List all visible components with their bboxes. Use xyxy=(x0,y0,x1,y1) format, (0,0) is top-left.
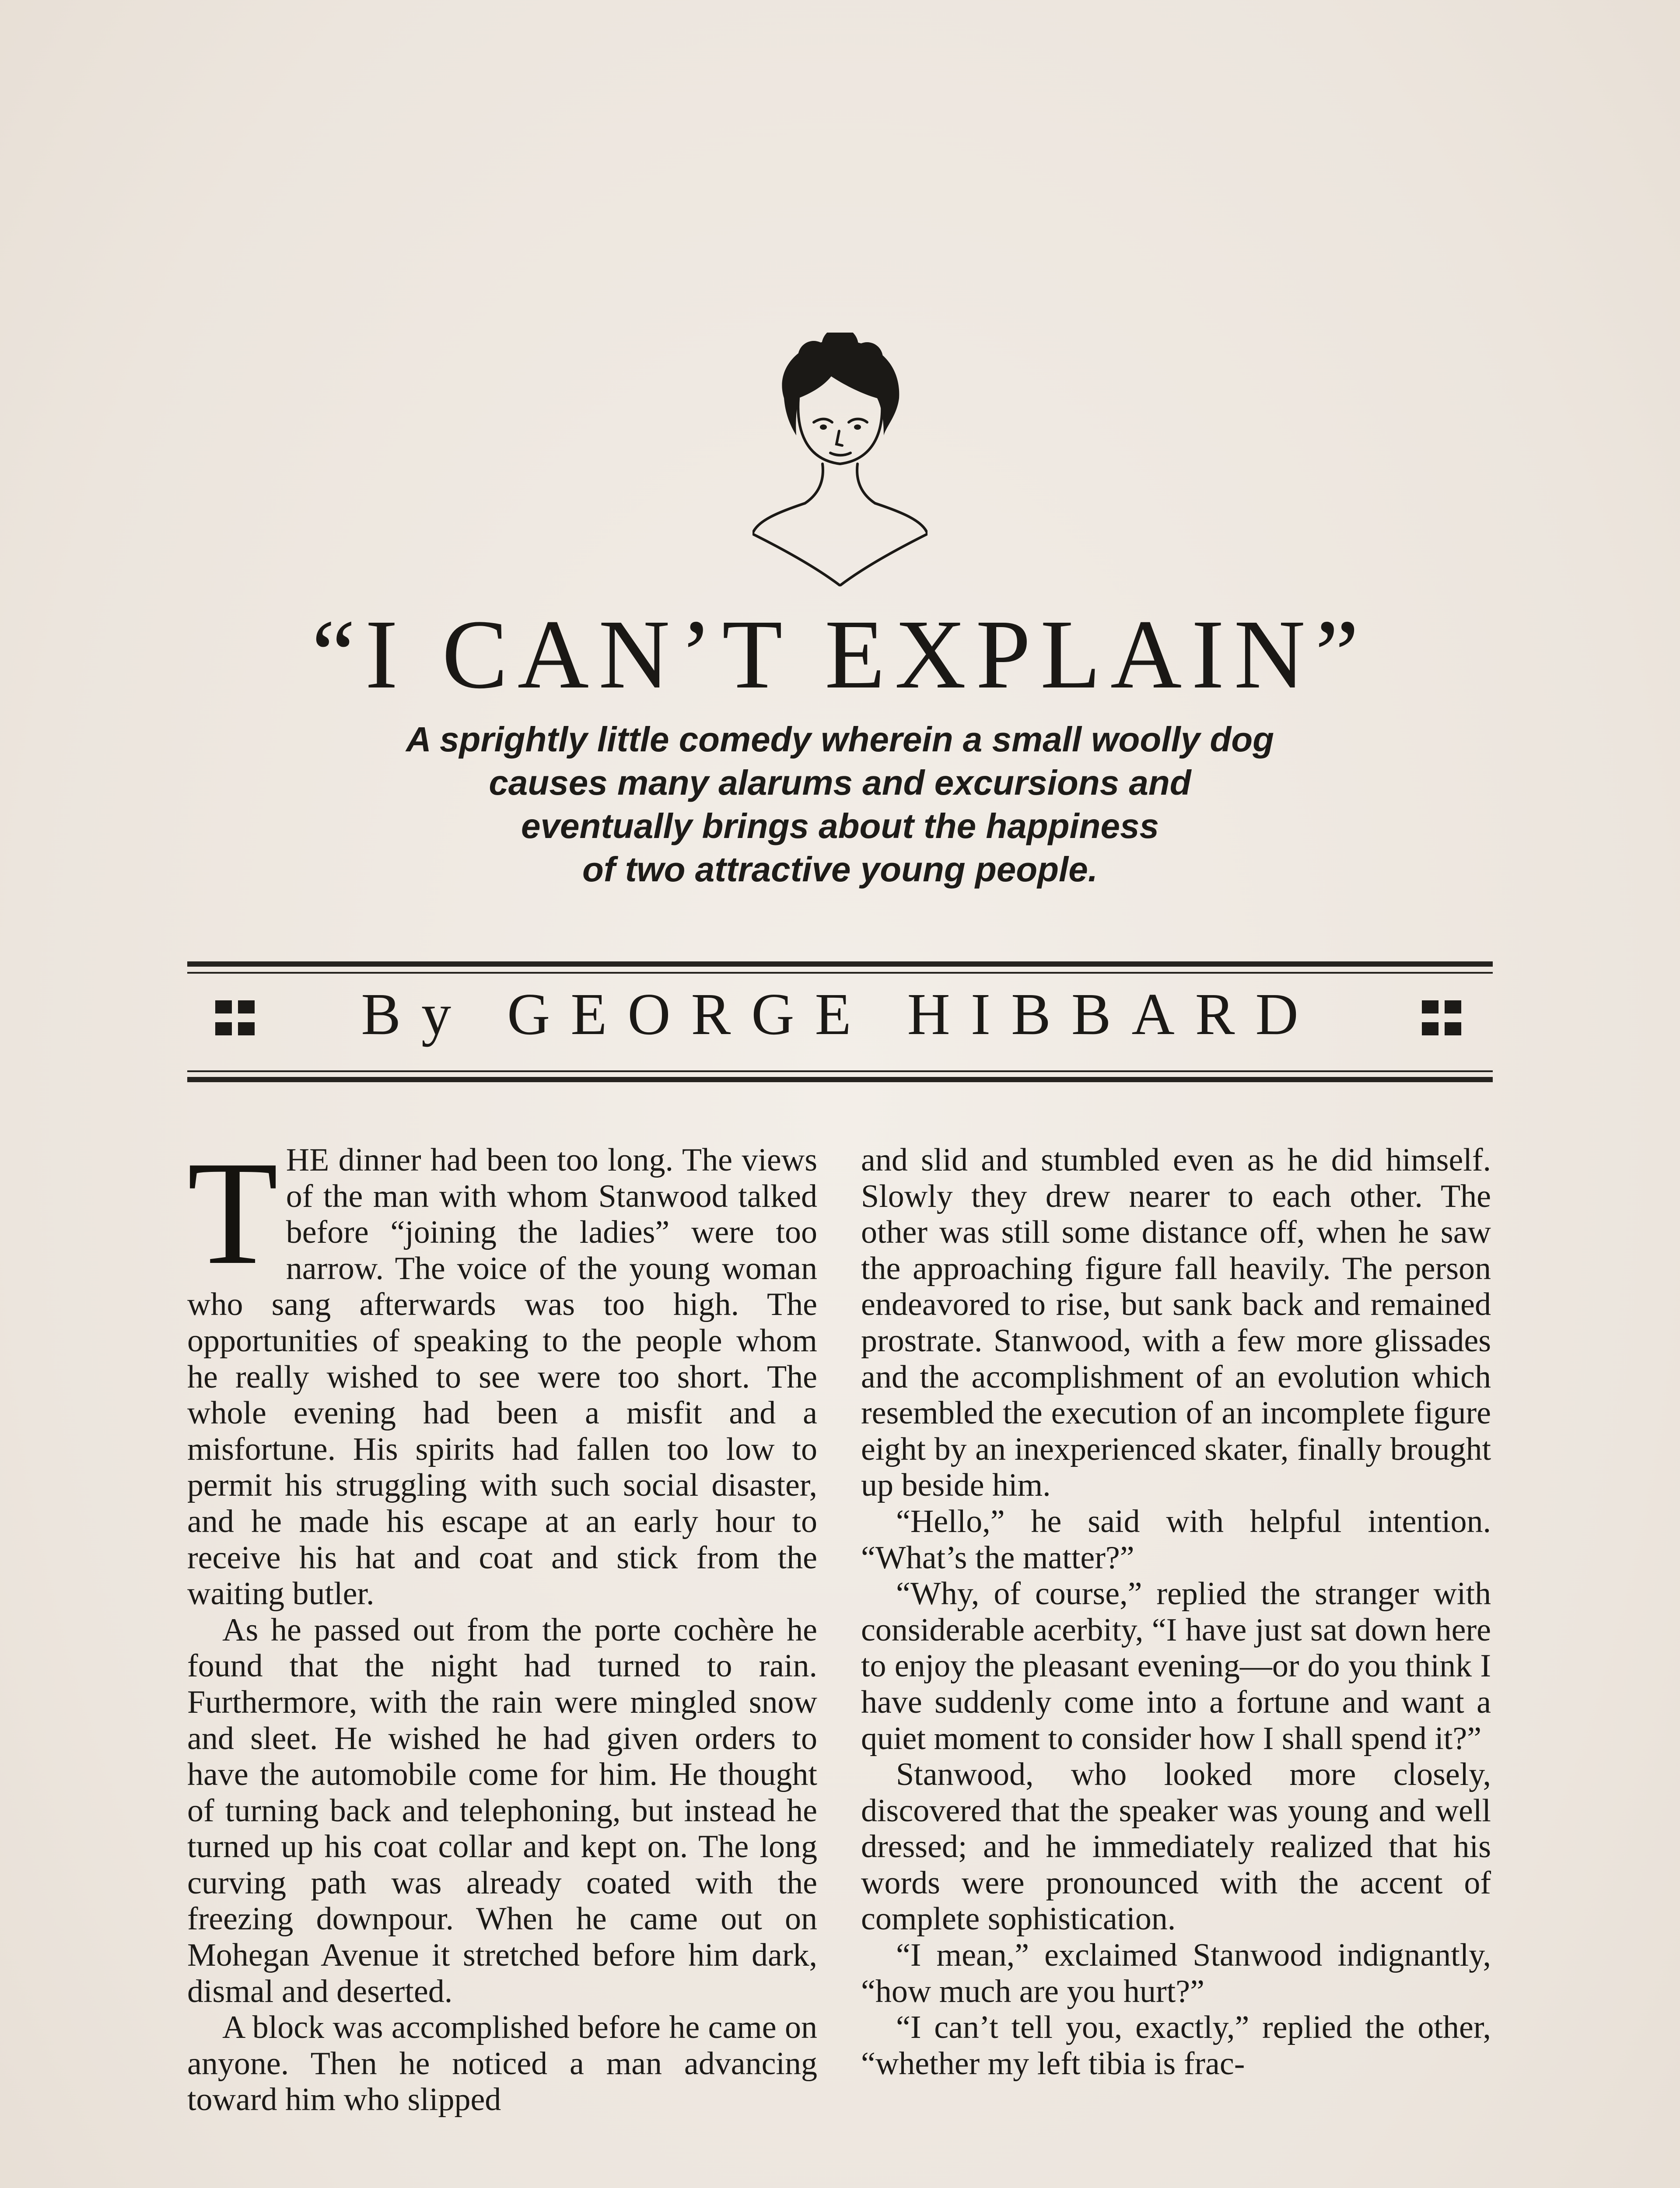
paragraph: “Why, of course,” replied the stranger with considerable acerbity, “I have just sat down here to enjoy the pleasant evening—or do you think I have suddenly come into a fortune and want a quiet moment to consider how I shall spend it?” xyxy=(861,1576,1491,1757)
paragraph: Stanwood, who looked more closely, discovered that the speaker was young and well dressed; and he immediately realized that his words were pronounced with the accent of complete sophistication. xyxy=(861,1757,1491,1937)
byline-bottom-rule-thin xyxy=(187,1070,1493,1072)
paragraph: As he passed out from the porte cochère he found that the night had turned to rain. Furthermore, with the rain were mingled snow and sleet. He wished he had given orders to have the automobile come for him. He thought of turning back and telephoning, but instead he turned up his coat collar and kept on. The long curving path was already coated with the freezing downpour. When he came out on Mohegan Avenue it stretched before him dark, dismal and deserted. xyxy=(187,1612,817,2009)
woman-portrait-illustration xyxy=(752,333,928,586)
paragraph-text: HE dinner had been too long. The views of the man with whom Stanwood talked before “joining the ladies” were too narrow. The voice of the young woman who sang afterwards was too high. The opportunities of speaking to the people whom he really wished to see were too short. The whole evening had been a misfit and a misfortune. His spirits had fallen too low to permit his struggling with such social disaster, and he made his escape at an early hour to receive his hat and coat and stick from the waiting butler. xyxy=(187,1142,817,1612)
byline: By GEORGE HIBBARD xyxy=(361,982,1319,1047)
paragraph: “I mean,” exclaimed Stanwood indignantly, “how much are you hurt?” xyxy=(861,1937,1491,2009)
article-column-right xyxy=(861,1142,1491,2082)
story-title: “I CAN’T EXPLAIN” xyxy=(312,600,1368,709)
byline-bottom-rule-thick xyxy=(187,1077,1493,1082)
subtitle-line: eventually brings about the happiness xyxy=(521,806,1159,845)
paragraph: “I can’t tell you, exactly,” replied the other, “whether my left tibia is frac- xyxy=(861,2009,1491,2082)
subtitle-line: A sprightly little comedy wherein a small woolly dog xyxy=(406,720,1274,759)
story-subtitle xyxy=(306,718,1374,891)
subtitle-line: causes many alarums and excursions and xyxy=(489,763,1191,802)
subtitle-line: of two attractive young people. xyxy=(582,850,1098,889)
ornament-squares-left xyxy=(215,1000,259,1037)
paragraph xyxy=(187,1130,817,1612)
byline-top-rule-thin xyxy=(187,972,1493,974)
drop-cap: T xyxy=(187,1130,278,1295)
paragraph: A block was accomplished before he came on anyone. Then he noticed a man advancing toward him who slipped xyxy=(187,2009,817,2118)
ornament-squares-right xyxy=(1422,1000,1466,1037)
paragraph: “Hello,” he said with helpful intention. “What’s the matter?” xyxy=(861,1503,1491,1576)
byline-top-rule-thick xyxy=(187,961,1493,967)
article-column-left xyxy=(187,1130,817,2118)
paragraph: and slid and stumbled even as he did himself. Slowly they drew nearer to each other. The other was still some distance off, when he saw the approaching figure fall heavily. The person endeavored to rise, but sank back and remained prostrate. Stanwood, with a few more glissades and the accomplishment of an evolution which resembled the execution of an incomplete figure eight by an inexperienced skater, finally brought up beside him. xyxy=(861,1142,1491,1504)
